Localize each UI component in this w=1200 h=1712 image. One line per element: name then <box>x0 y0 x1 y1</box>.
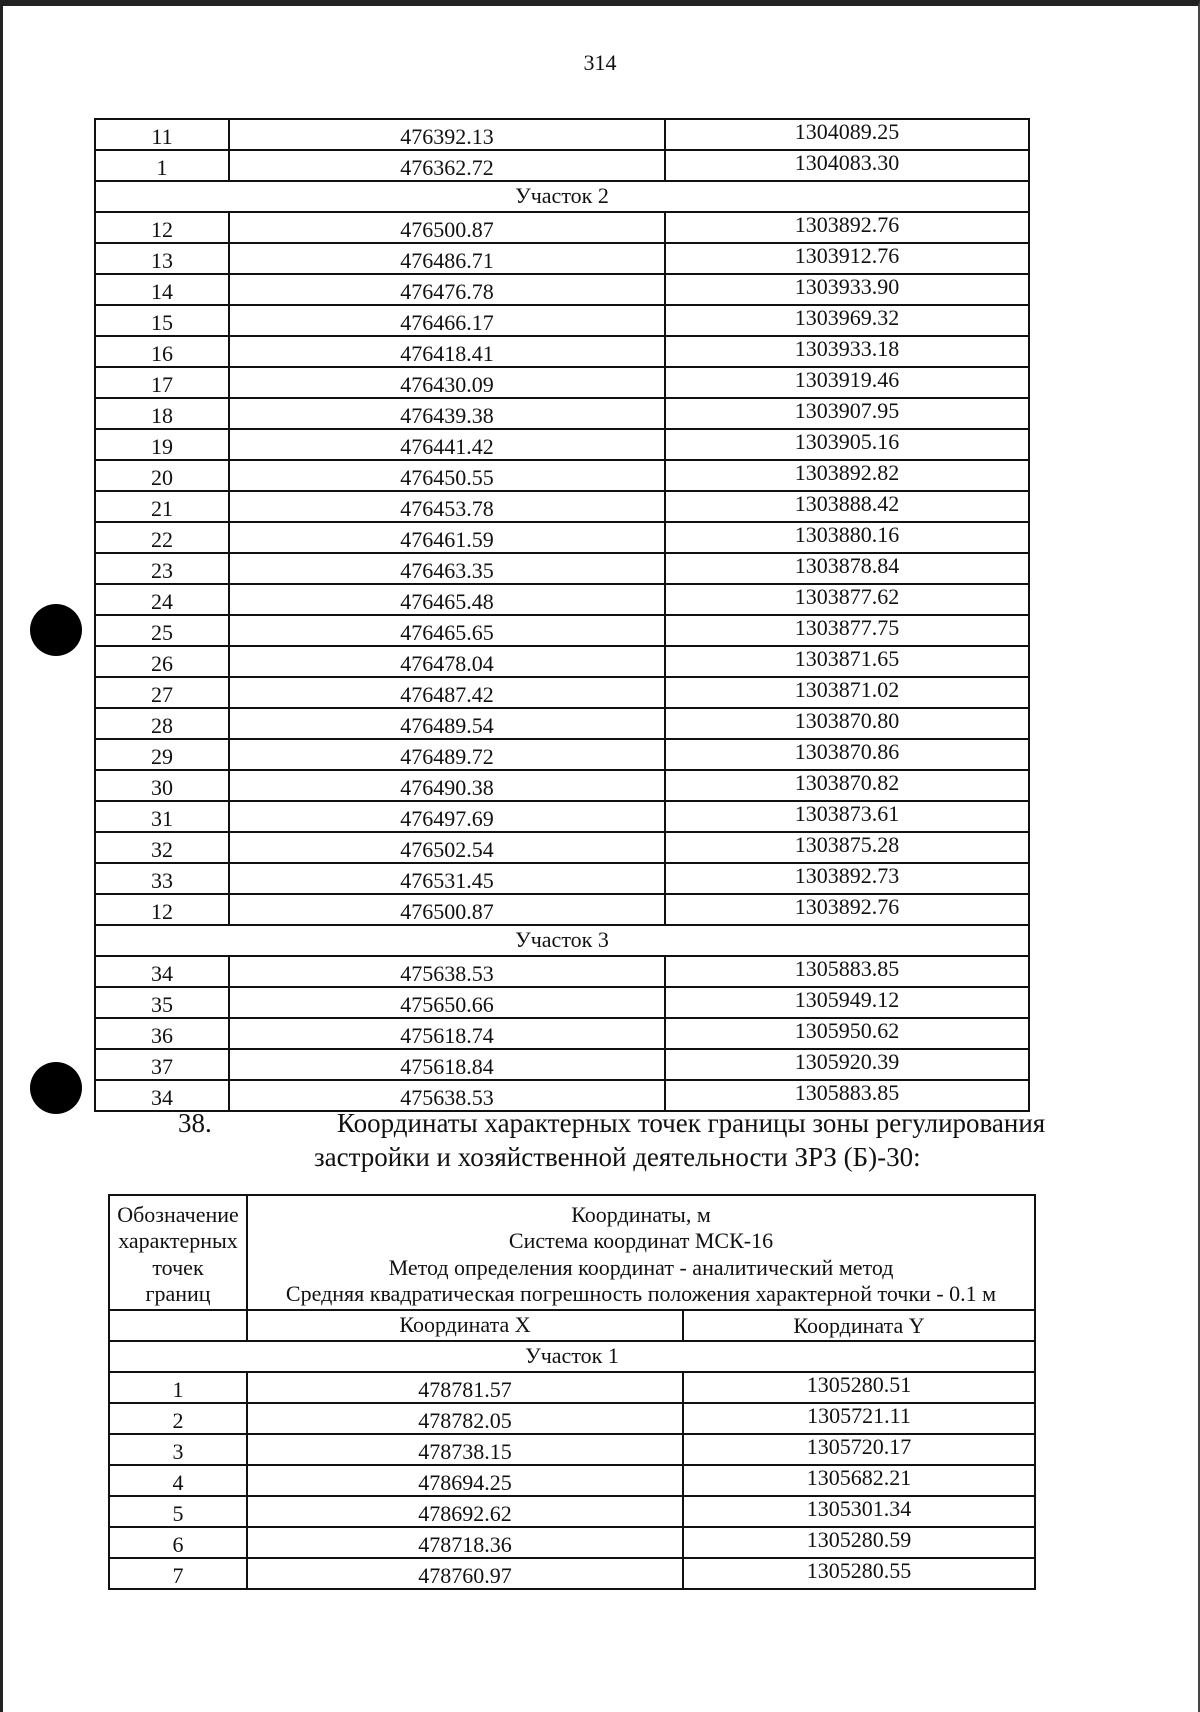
coordinate-y-cell: 1303892.76 <box>665 212 1029 243</box>
point-number-cell: 27 <box>95 677 229 708</box>
coordinate-x-cell: 476461.59 <box>229 522 665 553</box>
col-y-header: Координата Y <box>683 1310 1035 1341</box>
coordinate-y-cell: 1303912.76 <box>665 243 1029 274</box>
point-number-cell: 5 <box>109 1496 247 1527</box>
coordinate-x-cell: 478782.05 <box>247 1403 683 1434</box>
section-number: 38. <box>178 1108 212 1138</box>
coordinate-x-cell: 476500.87 <box>229 894 665 925</box>
point-number-cell: 17 <box>95 367 229 398</box>
coordinate-y-cell: 1303877.62 <box>665 584 1029 615</box>
table-row <box>95 1018 1029 1049</box>
section-title-line2: застройки и хозяйственной деятельности ЗРЗ (Б)-30: <box>314 1142 921 1172</box>
table-row <box>95 646 1029 677</box>
header-right-line: Система координат МСК-16 <box>508 1228 774 1254</box>
table-row <box>95 956 1029 987</box>
point-number-cell: 14 <box>95 274 229 305</box>
coordinate-y-cell: 1303933.18 <box>665 336 1029 367</box>
coordinate-y-cell: 1303870.80 <box>665 708 1029 739</box>
coordinate-x-cell: 476489.72 <box>229 739 665 770</box>
table-row <box>95 832 1029 863</box>
coordinate-y-cell: 1303871.65 <box>665 646 1029 677</box>
coordinate-y-cell: 1305883.85 <box>665 956 1029 987</box>
table-row <box>95 460 1029 491</box>
table-row <box>95 274 1029 305</box>
coordinate-y-cell: 1303892.76 <box>665 894 1029 925</box>
coordinate-y-cell: 1305280.59 <box>683 1527 1035 1558</box>
coordinate-y-cell: 1305950.62 <box>665 1018 1029 1049</box>
table-row <box>95 770 1029 801</box>
point-number-cell: 1 <box>95 150 229 181</box>
punch-hole-mark <box>30 1062 82 1114</box>
coordinate-y-cell: 1303969.32 <box>665 305 1029 336</box>
header-right-line: Средняя квадратическая погрешность положения характерной точки - 0.1 м <box>285 1281 997 1307</box>
coordinate-x-cell: 476439.38 <box>229 398 665 429</box>
coordinate-x-cell: 476487.42 <box>229 677 665 708</box>
point-number-cell: 23 <box>95 553 229 584</box>
table-row <box>95 336 1029 367</box>
point-number-cell: 26 <box>95 646 229 677</box>
coordinate-x-cell: 478781.57 <box>247 1372 683 1403</box>
table-row <box>95 584 1029 615</box>
coordinate-x-cell: 476465.65 <box>229 615 665 646</box>
point-number-cell: 12 <box>95 894 229 925</box>
coordinate-y-cell: 1304083.30 <box>665 150 1029 181</box>
coordinate-x-cell: 475618.84 <box>229 1049 665 1080</box>
coordinate-y-cell: 1303873.61 <box>665 801 1029 832</box>
table-row <box>95 987 1029 1018</box>
table-row <box>95 398 1029 429</box>
table-row <box>95 243 1029 274</box>
coordinate-x-cell: 475638.53 <box>229 1080 665 1111</box>
coordinate-y-cell: 1305720.17 <box>683 1434 1035 1465</box>
table-row <box>95 739 1029 770</box>
table-row <box>95 1080 1029 1111</box>
coordinate-y-cell: 1303870.86 <box>665 739 1029 770</box>
coordinate-y-cell: 1303875.28 <box>665 832 1029 863</box>
point-number-cell: 34 <box>95 1080 229 1111</box>
coordinate-y-cell: 1305949.12 <box>665 987 1029 1018</box>
table-row <box>95 305 1029 336</box>
coordinate-x-cell: 476450.55 <box>229 460 665 491</box>
coordinate-y-cell: 1303907.95 <box>665 398 1029 429</box>
table-row <box>109 1372 1035 1403</box>
coordinate-x-cell: 476500.87 <box>229 212 665 243</box>
page-number: 314 <box>583 50 617 75</box>
coordinate-x-cell: 476486.71 <box>229 243 665 274</box>
table-row <box>95 801 1029 832</box>
coordinate-x-cell: 478692.62 <box>247 1496 683 1527</box>
point-designation-header <box>109 1195 247 1310</box>
table-row <box>95 212 1029 243</box>
table-row <box>95 615 1029 646</box>
table-row <box>109 1527 1035 1558</box>
section-row <box>109 1341 1035 1372</box>
point-number-cell: 1 <box>109 1372 247 1403</box>
empty-header-cell <box>109 1310 247 1341</box>
coordinate-y-cell: 1305883.85 <box>665 1080 1029 1111</box>
point-number-cell: 24 <box>95 584 229 615</box>
point-number-cell: 16 <box>95 336 229 367</box>
coordinate-y-cell: 1305920.39 <box>665 1049 1029 1080</box>
table-row <box>95 150 1029 181</box>
coordinate-x-cell: 478738.15 <box>247 1434 683 1465</box>
section-row <box>95 181 1029 212</box>
coordinate-y-cell: 1303892.82 <box>665 460 1029 491</box>
point-number-cell: 3 <box>109 1434 247 1465</box>
coordinates-header <box>247 1195 1035 1310</box>
table-row <box>95 367 1029 398</box>
coordinate-x-cell: 476466.17 <box>229 305 665 336</box>
table-row <box>95 429 1029 460</box>
point-number-cell: 37 <box>95 1049 229 1080</box>
column-header-row <box>109 1310 1035 1341</box>
coordinate-x-cell: 478760.97 <box>247 1558 683 1589</box>
section-title-line1: Координаты характерных точек границы зоны регулирования <box>337 1108 1046 1138</box>
coordinate-x-cell: 476531.45 <box>229 863 665 894</box>
point-number-cell: 31 <box>95 801 229 832</box>
coordinate-y-cell: 1303870.82 <box>665 770 1029 801</box>
header-right-line: Метод определения координат - аналитический метод <box>388 1254 894 1280</box>
table-row <box>109 1558 1035 1589</box>
point-number-cell: 33 <box>95 863 229 894</box>
point-number-cell: 25 <box>95 615 229 646</box>
coordinate-x-cell: 476476.78 <box>229 274 665 305</box>
coordinate-y-cell: 1305280.51 <box>683 1372 1035 1403</box>
coordinate-x-cell: 476453.78 <box>229 491 665 522</box>
table-row <box>95 553 1029 584</box>
point-number-cell: 18 <box>95 398 229 429</box>
coordinates-table-continued <box>94 118 1030 1112</box>
table-row <box>95 1049 1029 1080</box>
table-row <box>109 1434 1035 1465</box>
coordinate-x-cell: 476465.48 <box>229 584 665 615</box>
table-row <box>109 1496 1035 1527</box>
coordinate-x-cell: 476418.41 <box>229 336 665 367</box>
coordinate-y-cell: 1303933.90 <box>665 274 1029 305</box>
point-number-cell: 15 <box>95 305 229 336</box>
coordinate-x-cell: 478718.36 <box>247 1527 683 1558</box>
coordinate-y-cell: 1303919.46 <box>665 367 1029 398</box>
coordinates-table-zrz-b-30 <box>108 1194 1036 1590</box>
coordinate-y-cell: 1303888.42 <box>665 491 1029 522</box>
point-number-cell: 35 <box>95 987 229 1018</box>
col-x-header: Координата X <box>247 1310 683 1341</box>
coordinate-y-cell: 1303878.84 <box>665 553 1029 584</box>
coordinate-y-cell: 1303892.73 <box>665 863 1029 894</box>
header-right-line: Координаты, м <box>571 1202 711 1227</box>
point-number-cell: 20 <box>95 460 229 491</box>
coordinate-x-cell: 476497.69 <box>229 801 665 832</box>
point-number-cell: 34 <box>95 956 229 987</box>
point-number-cell: 13 <box>95 243 229 274</box>
coordinate-x-cell: 476463.35 <box>229 553 665 584</box>
point-number-cell: 28 <box>95 708 229 739</box>
section-title-cell: Участок 2 <box>95 181 1029 212</box>
header-left-line: точек <box>152 1254 204 1280</box>
point-number-cell: 19 <box>95 429 229 460</box>
coordinate-x-cell: 476489.54 <box>229 708 665 739</box>
coordinate-x-cell: 475618.74 <box>229 1018 665 1049</box>
table-row <box>109 1465 1035 1496</box>
table-row <box>95 522 1029 553</box>
coordinate-y-cell: 1305682.21 <box>683 1465 1035 1496</box>
point-number-cell: 7 <box>109 1558 247 1589</box>
coordinate-y-cell: 1305280.55 <box>683 1558 1035 1589</box>
coordinate-y-cell: 1304089.25 <box>665 119 1029 150</box>
point-number-cell: 12 <box>95 212 229 243</box>
coordinate-y-cell: 1305721.11 <box>683 1403 1035 1434</box>
header-left-line: Обозначение <box>117 1202 239 1227</box>
header-left-line: границ <box>145 1281 211 1307</box>
table-row <box>95 677 1029 708</box>
section-title-cell: Участок 1 <box>109 1341 1035 1372</box>
table-row <box>95 894 1029 925</box>
point-number-cell: 32 <box>95 832 229 863</box>
coordinate-y-cell: 1303877.75 <box>665 615 1029 646</box>
coordinate-x-cell: 476362.72 <box>229 150 665 181</box>
header-left-line: характерных <box>118 1228 238 1254</box>
coordinate-x-cell: 475638.53 <box>229 956 665 987</box>
point-number-cell: 2 <box>109 1403 247 1434</box>
coordinate-x-cell: 476502.54 <box>229 832 665 863</box>
point-number-cell: 30 <box>95 770 229 801</box>
point-number-cell: 22 <box>95 522 229 553</box>
punch-hole-mark <box>30 604 82 656</box>
table-row <box>95 863 1029 894</box>
section-row <box>95 925 1029 956</box>
coordinate-y-cell: 1303905.16 <box>665 429 1029 460</box>
section-title-cell: Участок 3 <box>95 925 1029 956</box>
point-number-cell: 36 <box>95 1018 229 1049</box>
coordinate-x-cell: 476490.38 <box>229 770 665 801</box>
point-number-cell: 21 <box>95 491 229 522</box>
table-row <box>95 708 1029 739</box>
table-header-row <box>109 1195 1035 1310</box>
coordinate-x-cell: 476430.09 <box>229 367 665 398</box>
coordinate-x-cell: 476392.13 <box>229 119 665 150</box>
table-row <box>95 119 1029 150</box>
coordinate-y-cell: 1303880.16 <box>665 522 1029 553</box>
coordinate-y-cell: 1305301.34 <box>683 1496 1035 1527</box>
point-number-cell: 6 <box>109 1527 247 1558</box>
coordinate-y-cell: 1303871.02 <box>665 677 1029 708</box>
point-number-cell: 4 <box>109 1465 247 1496</box>
point-number-cell: 11 <box>95 119 229 150</box>
point-number-cell: 29 <box>95 739 229 770</box>
coordinate-x-cell: 475650.66 <box>229 987 665 1018</box>
table-row <box>109 1403 1035 1434</box>
table-row <box>95 491 1029 522</box>
coordinate-x-cell: 478694.25 <box>247 1465 683 1496</box>
coordinate-x-cell: 476441.42 <box>229 429 665 460</box>
coordinate-x-cell: 476478.04 <box>229 646 665 677</box>
